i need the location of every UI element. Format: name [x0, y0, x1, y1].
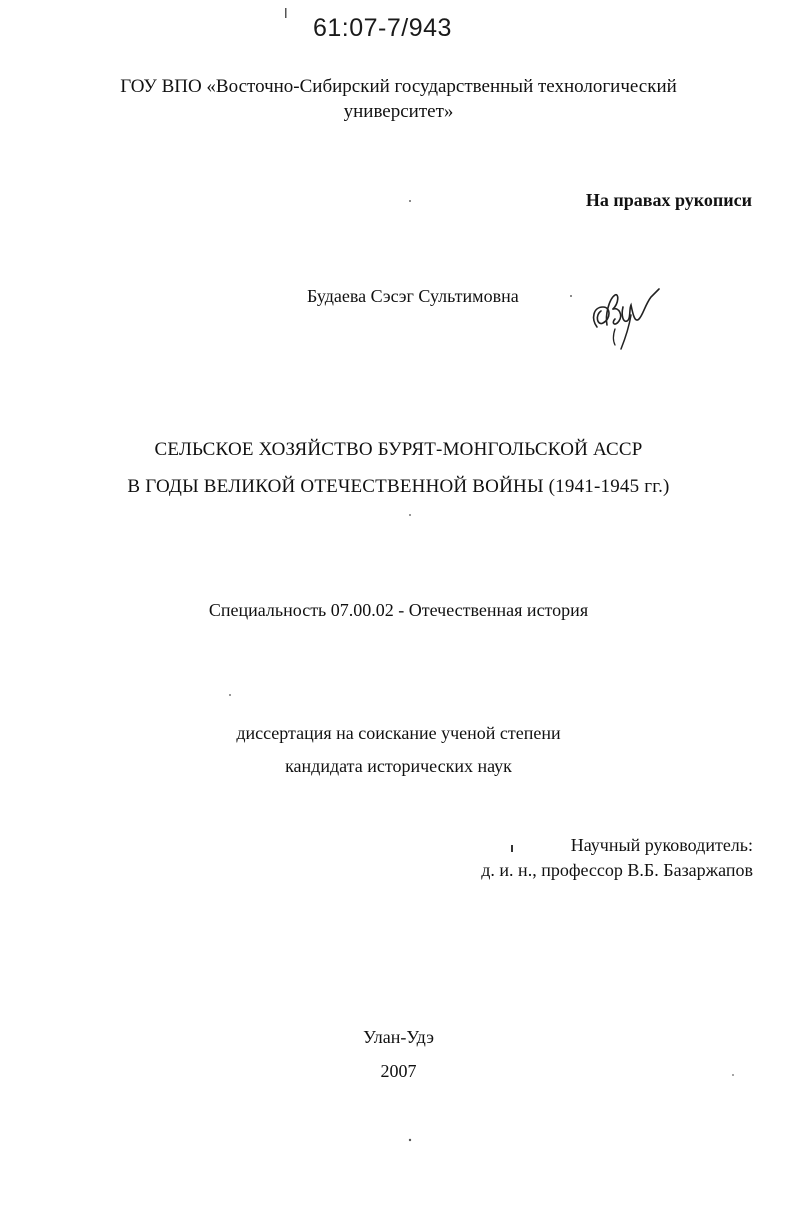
supervisor-label: Научный руководитель:	[570, 835, 753, 855]
specialty-line: Специальность 07.00.02 - Отечественная история	[208, 600, 589, 620]
city-name: Улан-Удэ	[363, 1027, 434, 1047]
author-name: Будаева Сэсэг Сультимовна	[307, 286, 519, 306]
publication-year: 2007	[380, 1061, 417, 1081]
degree-line-2: кандидата исторических наук	[285, 756, 512, 776]
supervisor-name: д. и. н., профессор В.Б. Базаржапов	[481, 860, 753, 880]
degree-line-1: диссертация на соискание ученой степени	[236, 723, 561, 743]
institution-line-2: университет»	[343, 101, 454, 122]
title-line-1: СЕЛЬСКОЕ ХОЗЯЙСТВО БУРЯТ-МОНГОЛЬСКОЙ АССР	[154, 439, 643, 460]
archive-stamp-number: 61:07-7/943	[313, 14, 452, 42]
title-line-2: В ГОДЫ ВЕЛИКОЙ ОТЕЧЕСТВЕННОЙ ВОЙНЫ (1941-1945 гг.)	[127, 476, 670, 497]
manuscript-rights-note: На правах рукописи	[585, 190, 752, 210]
institution-line-1: ГОУ ВПО «Восточно-Сибирский государственный технологический	[120, 76, 677, 97]
